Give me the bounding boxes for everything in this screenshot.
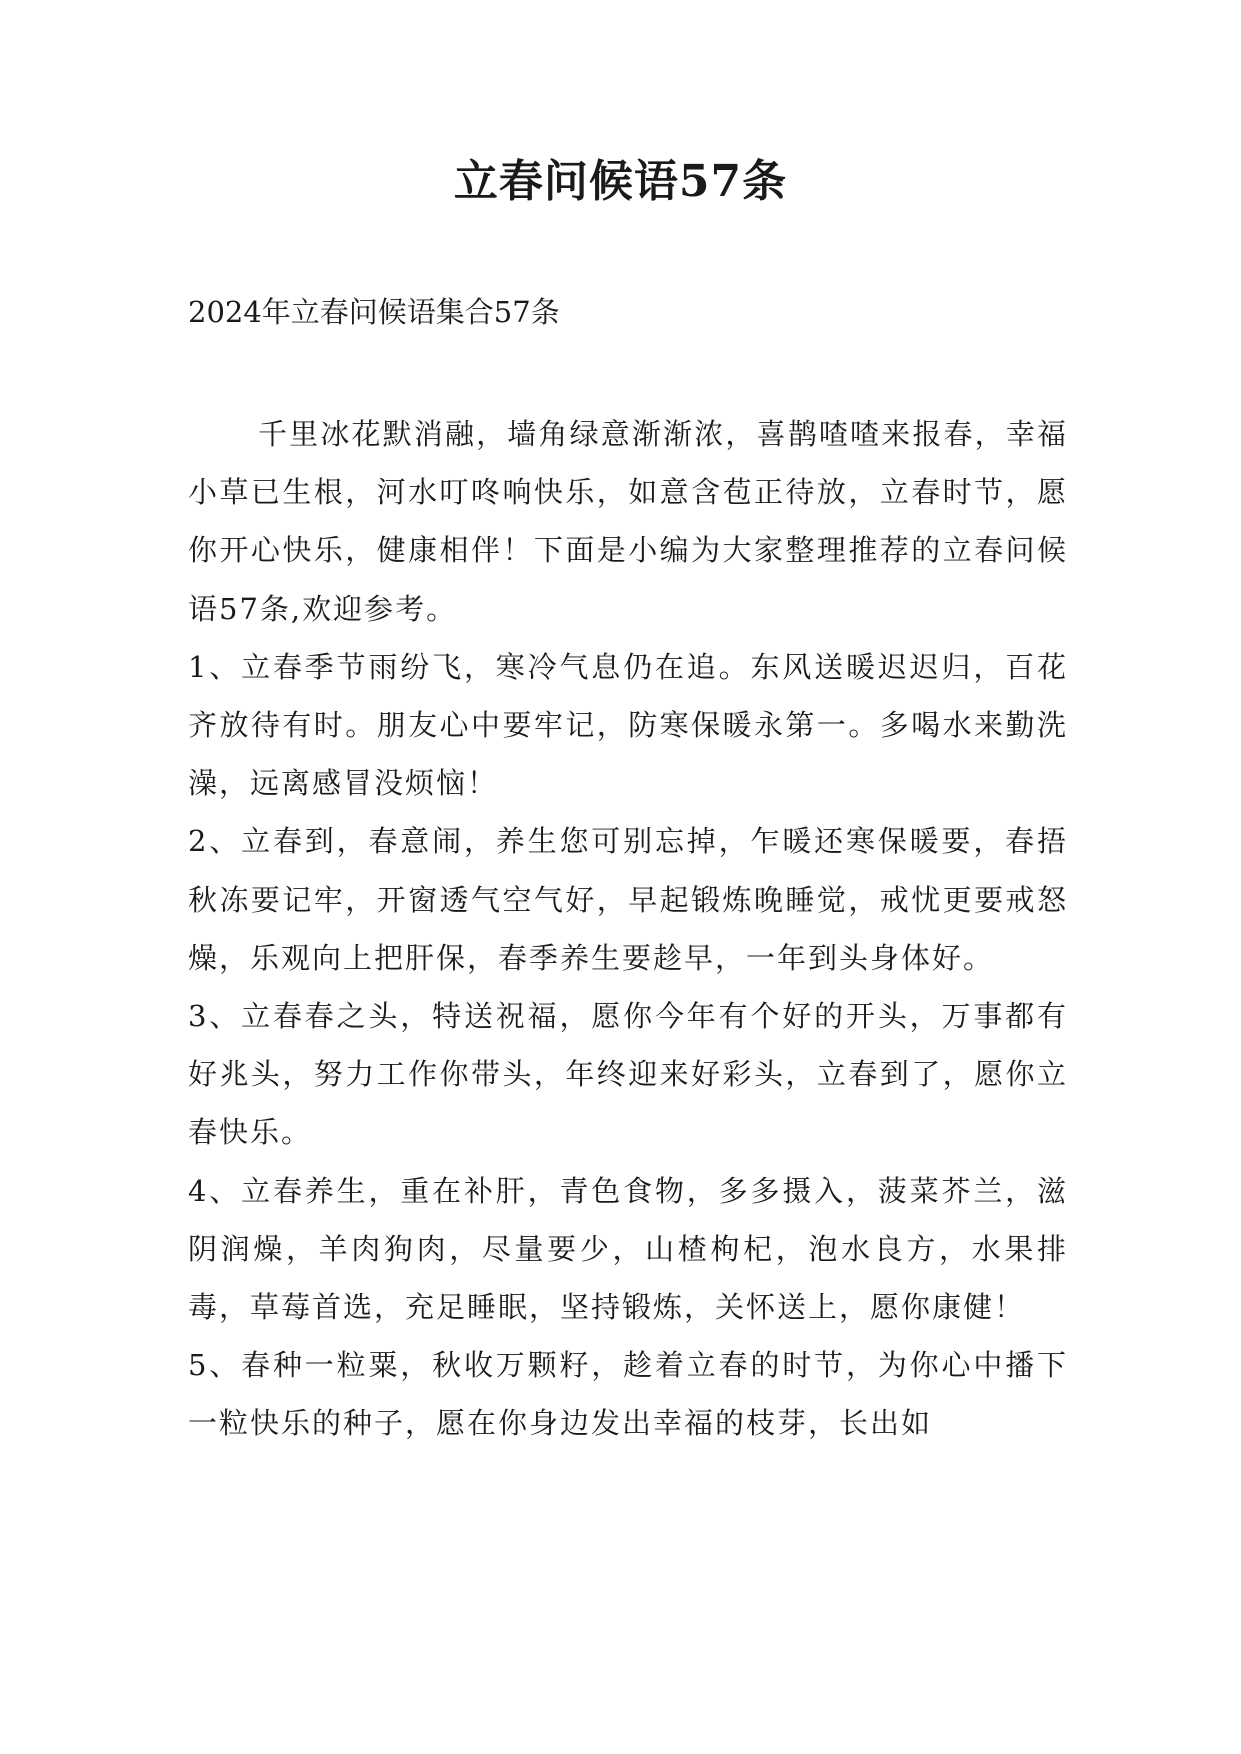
greeting-item-5: 5、春种一粒粟，秋收万颗籽，趁着立春的时节，为你心中播下一粒快乐的种子，愿在你身边发出幸福的枝芽，长出如: [188, 1348, 1068, 1441]
document-body: [188, 405, 1068, 1453]
intro-paragraph: 千里冰花默消融，墙角绿意渐渐浓，喜鹊喳喳来报春，幸福小草已生根，河水叮咚响快乐，如意含苞正待放，立春时节，愿你开心快乐，健康相伴！下面是小编为大家整理推荐的立春问候语57条,欢迎参考。: [188, 417, 1068, 626]
greeting-item-3: 3、立春春之头，特送祝福，愿你今年有个好的开头，万事都有好兆头，努力工作你带头，年终迎来好彩头，立春到了，愿你立春快乐。: [188, 999, 1068, 1150]
document-title: 立春问候语57条: [453, 156, 788, 207]
greeting-item-1: 1、立春季节雨纷飞，寒冷气息仍在追。东风送暖迟迟归，百花齐放待有时。朋友心中要牢记，防寒保暖永第一。多喝水来勤洗澡，远离感冒没烦恼！: [188, 649, 1068, 801]
document-subtitle: 2024年立春问候语集合57条: [188, 295, 560, 329]
greeting-item-4: 4、立春养生，重在补肝，青色食物，多多摄入，菠菜芥兰，滋阴润燥，羊肉狗肉，尽量要少，山楂枸杞，泡水良方，水果排毒，草莓首选，充足睡眠，坚持锻炼，关怀送上，愿你康健！: [188, 1173, 1068, 1325]
greeting-item-2: 2、立春到，春意闹，养生您可别忘掉，乍暖还寒保暖要，春捂秋冻要记牢，开窗透气空气好，早起锻炼晚睡觉，戒忧更要戒怒燥，乐观向上把肝保，春季养生要趁早，一年到头身体好。: [188, 824, 1068, 975]
